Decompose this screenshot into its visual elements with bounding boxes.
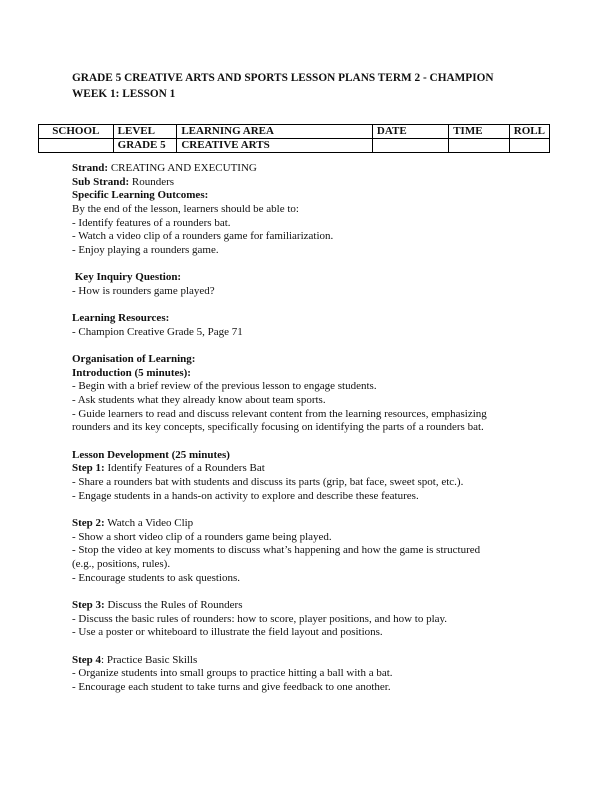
header-learning-area: LEARNING AREA xyxy=(177,125,373,139)
sub-strand-value: Rounders xyxy=(129,175,175,188)
step-title: Watch a Video Clip xyxy=(104,516,194,529)
cell-school xyxy=(39,139,114,153)
outcomes-intro: By the end of the lesson, learners should be able to: xyxy=(72,202,299,215)
sub-strand-label: Sub Strand: xyxy=(72,175,130,188)
introduction-heading: Introduction (5 minutes): xyxy=(72,366,191,379)
step-label: Step 4 xyxy=(72,653,102,666)
strand-label: Strand: xyxy=(72,162,109,174)
list-item: - Use a poster or whiteboard to illustrate the field layout and positions. xyxy=(72,626,383,639)
cell-time xyxy=(449,139,510,153)
development-heading: Lesson Development (25 minutes) xyxy=(72,448,230,461)
list-item: - Champion Creative Grade 5, Page 71 xyxy=(72,325,243,338)
document-title xyxy=(72,70,494,102)
list-item: rounders and its key concepts, specifically focusing on identifying the parts of a rounders bat. xyxy=(72,421,484,434)
list-item: - Show a short video clip of a rounders game being played. xyxy=(72,530,332,543)
outcomes-heading: Specific Learning Outcomes: xyxy=(72,189,209,202)
step-2-heading xyxy=(72,517,552,531)
list-item: - Encourage each student to take turns and give feedback to one another. xyxy=(72,680,391,693)
strand xyxy=(72,162,552,176)
step-1-heading xyxy=(72,462,552,476)
list-item: (e.g., positions, rules). xyxy=(72,557,171,570)
header-school: SCHOOL xyxy=(39,125,114,139)
list-item: - Begin with a brief review of the previous lesson to engage students. xyxy=(72,380,377,393)
step-4-heading xyxy=(72,654,552,668)
cell-date xyxy=(372,139,448,153)
organisation-heading: Organisation of Learning: xyxy=(72,353,196,366)
list-item: - Stop the video at key moments to discuss what’s happening and how the game is structured xyxy=(72,544,481,557)
strand-value: CREATING AND EXECUTING xyxy=(108,162,257,174)
list-item: - Guide learners to read and discuss relevant content from the learning resources, emphasizing xyxy=(72,407,487,420)
step-title: : Practice Basic Skills xyxy=(101,653,198,666)
step-label: Step 1: xyxy=(72,462,105,475)
title-line-1: GRADE 5 CREATIVE ARTS AND SPORTS LESSON PLANS TERM 2 - CHAMPION xyxy=(72,72,494,84)
list-item: - How is rounders game played? xyxy=(72,284,215,297)
header-level: LEVEL xyxy=(113,125,177,139)
list-item: - Identify features of a rounders bat. xyxy=(72,216,231,229)
resources-heading: Learning Resources: xyxy=(72,312,170,325)
list-item: - Discuss the basic rules of rounders: how to score, player positions, and how to play. xyxy=(72,612,448,625)
title-line-2: WEEK 1: LESSON 1 xyxy=(72,88,176,100)
table-row xyxy=(39,139,550,153)
lesson-body xyxy=(72,162,552,694)
list-item: - Organize students into small groups to practice hitting a ball with a bat. xyxy=(72,667,393,680)
list-item: - Encourage students to ask questions. xyxy=(72,571,241,584)
list-item: - Watch a video clip of a rounders game for familiarization. xyxy=(72,230,334,243)
cell-roll xyxy=(509,139,549,153)
cell-learning-area: CREATIVE ARTS xyxy=(177,139,373,153)
step-title: Discuss the Rules of Rounders xyxy=(104,598,243,611)
sub-strand xyxy=(72,176,552,190)
header-date: DATE xyxy=(372,125,448,139)
header-time: TIME xyxy=(449,125,510,139)
list-item: - Share a rounders bat with students and discuss its parts (grip, bat face, sweet spot, etc.). xyxy=(72,476,464,489)
lesson-info-table xyxy=(38,124,550,153)
table-header-row xyxy=(39,125,550,139)
header-roll: ROLL xyxy=(509,125,549,139)
step-label: Step 2: xyxy=(72,516,105,529)
step-title: Identify Features of a Rounders Bat xyxy=(104,462,265,475)
list-item: - Engage students in a hands-on activity to explore and describe these features. xyxy=(72,489,419,502)
list-item: - Enjoy playing a rounders game. xyxy=(72,243,219,256)
list-item: - Ask students what they already know about team sports. xyxy=(72,394,326,407)
cell-level: GRADE 5 xyxy=(113,139,177,153)
step-label: Step 3: xyxy=(72,598,105,611)
step-3-heading xyxy=(72,599,552,613)
inquiry-heading: Key Inquiry Question: xyxy=(72,271,182,284)
